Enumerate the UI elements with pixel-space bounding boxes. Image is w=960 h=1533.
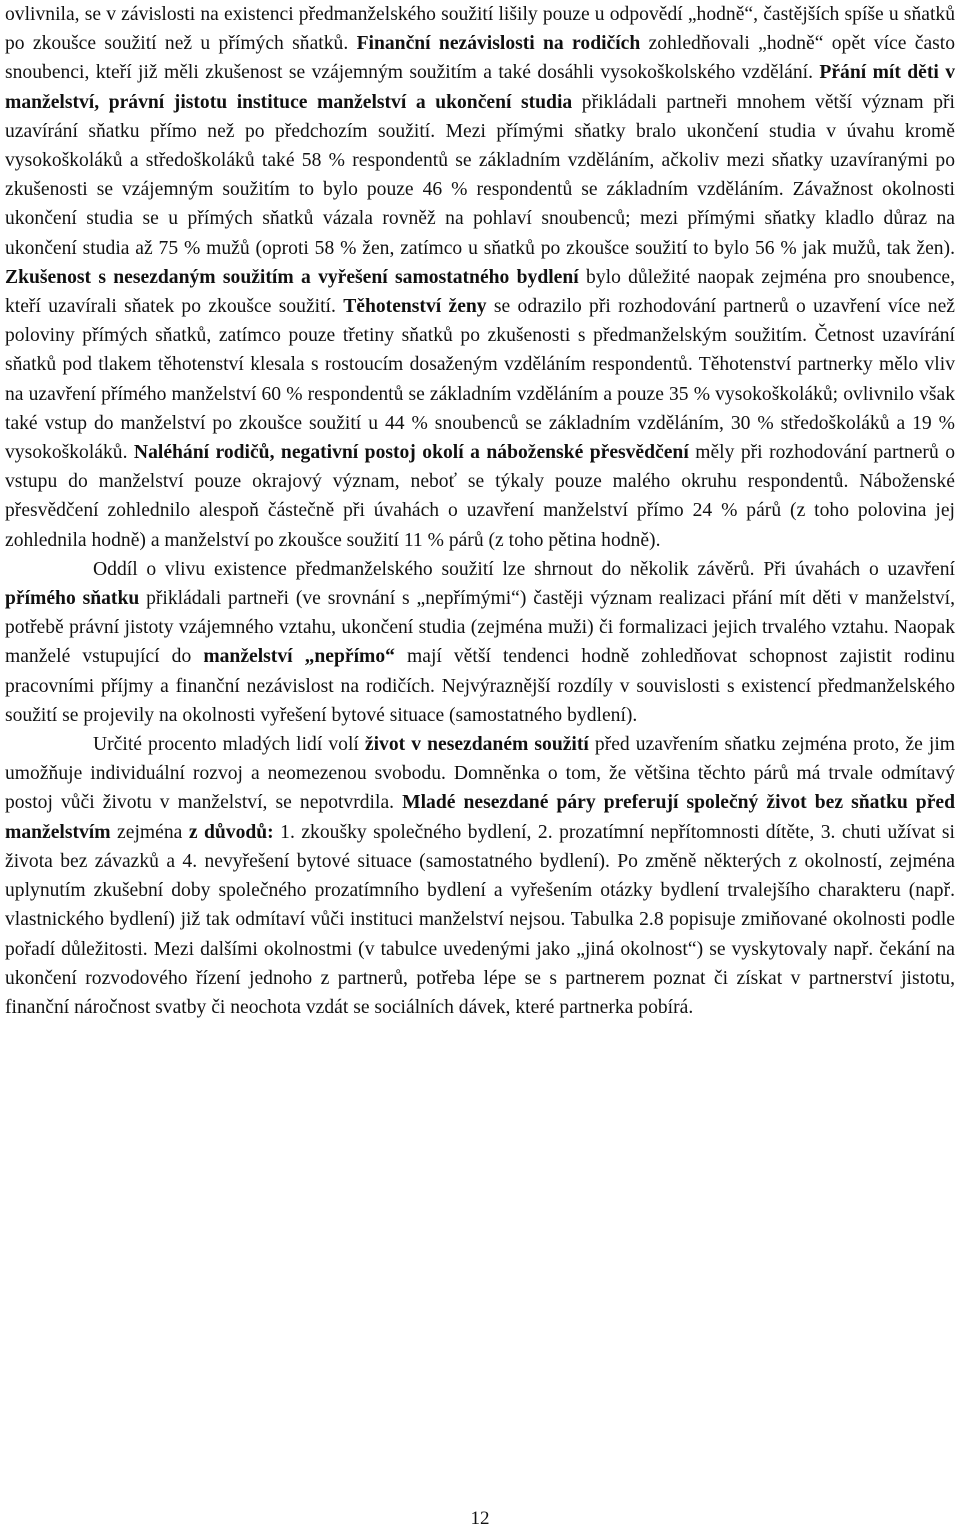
body-text: se odrazilo při rozhodování partnerů o uzavření více než poloviny přímých sňatků, zatímco pouze třetiny sňatků po zkušenosti s předmanželským soužitím. Četnost uzavírání sňatků pod tlakem těhotenství klesala s rostoucím dosaženým vzděláním respondentů. Těhotenství partnerky mělo vliv na uzavření přímého manželství 60 % respondentů se základním vzděláním a pouze 35 % vysokoškoláků; ovlivnilo však také vstup do manželství po zkoušce soužití u 44 % snoubenců se základním vzděláním, 30 % středoškoláků a 19 % vysokoškoláků. (5, 296, 955, 464)
emphasized-text: Mladé nesezdané páry preferují společný život bez sňatku před manželstvím (5, 792, 955, 843)
body-text: 1. zkoušky společného bydlení, 2. prozatímní nepřítomnosti dítěte, 3. chuti užívat si života bez závazků a 4. nevyřešení bytové situace (samostatného bydlení). Po změně některých z okolností, zejména uplynutím zkušební doby společného prozatímního bydlení a vyřešením otázky bydlení trvalejšího charakteru (např. vlastnického bydlení) již tak odmítaví vůči instituci manželství nejsou. Tabulka 2.8 popisuje zmiňované okolnosti podle pořadí důležitosti. Mezi dalšími okolnostmi (v tabulce uvedenými jako „jiná okolnost“) se vyskytovaly např. čekání na ukončení rozvodového řízení jednoho z partnerů, potřeba lépe se s partnerem poznat či získat v partnerství jistotu, finanční náročnost svatby či neochota vzdát se sociálních dávek, které partnerka pobírá. (5, 821, 955, 1018)
emphasized-text: Finanční nezávislosti na rodičích (356, 33, 641, 55)
emphasized-text: Zkušenost s nesezdaným soužitím a vyřešení samostatného bydlení (5, 266, 579, 288)
emphasized-text: přímého sňatku (5, 588, 140, 610)
body-text: Určité procento mladých lidí volí (93, 734, 365, 756)
emphasized-text: život v nesezdaném soužití (364, 734, 589, 756)
emphasized-text: Přání mít děti v manželství, právní jistotu instituce manželství a ukončení studia (5, 62, 955, 113)
emphasized-text: z důvodů: (188, 821, 274, 843)
body-text: zejména (110, 821, 189, 843)
emphasized-text: Naléhání rodičů, negativní postoj okolí a náboženské přesvědčení (133, 442, 689, 464)
body-text: bylo důležité naopak zejména pro snoubence, kteří uzavírali sňatek po zkoušce soužití. (5, 266, 955, 318)
body-text: Oddíl o vlivu existence předmanželského soužití lze shrnout do několik závěrů. Při úvahách o uzavření (93, 558, 955, 580)
body-text: ovlivnila, se v závislosti na existenci předmanželského soužití lišily pouze u odpovědí „hodně“, častějších spíše u sňatků po zkoušce soužití než u přímých sňatků. (5, 4, 955, 55)
emphasized-text: manželství „nepřímo“ (203, 646, 395, 668)
emphasized-text: Těhotenství ženy (343, 296, 487, 318)
body-text: mají větší tendenci hodně zohledňovat schopnost zajistit rodinu pracovními příjmy a finanční nezávislost na rodičích. Nejvýraznější rozdíly v souvislosti s existencí předmanželského soužití se projevily na okolnosti vyřešení bytové situace (samostatného bydlení). (5, 646, 955, 726)
paragraph-3 (5, 730, 955, 1022)
document-page (5, 0, 955, 1022)
page-number: 12 (470, 1508, 490, 1529)
body-text: zohledňovali „hodně“ opět více často snoubenci, kteří již měli zkušenost se vzájemným soužitím a také dosáhli vysokoškolského vzdělání. (5, 33, 956, 84)
body-text: přikládali partneři (ve srovnání s „nepřímými“) častěji význam realizaci přání mít děti v manželství, potřebě právní jistoty vzájemného vztahu, ukončení studia (zejména muži) či formalizaci jejich trvalého vztahu. Naopak manželé vstupující do (5, 588, 955, 668)
body-text: přikládali partneři mnohem větší význam při uzavírání sňatku přímo než po předchozím soužití. Mezi přímými sňatky bralo ukončení studia v úvahu kromě vysokoškoláků a středoškoláků také 58 % respondentů se základním vzděláním, ačkoliv mezi sňatky uzavíranými po zkušenosti se vzájemným soužitím to bylo pouze 46 % respondentů se základním vzděláním. Závažnost okolnosti ukončení studia se u přímých sňatků vázala rovněž na pohlaví snoubenců; mezi přímými sňatky kladlo důraz na ukončení studia až 75 % mužů (oproti 58 % žen, zatímco u sňatků po zkoušce soužití to bylo 56 % jak mužů, tak žen). (5, 91, 955, 259)
body-text: měly při rozhodování partnerů o vstupu do manželství pouze okrajový význam, neboť se týkaly pouze malého okruhu respondentů. Náboženské přesvědčení zohlednilo alespoň částečně při úvahách o uzavření manželství přímo 24 % párů (z toho polovina jej zohlednila hodně) a manželství po zkoušce soužití 11 % párů (z toho pětina hodně). (5, 442, 955, 551)
paragraph-2 (5, 555, 955, 730)
body-text: před uzavřením sňatku zejména proto, že jim umožňuje individuální rozvoj a neomezenou svobodu. Domněnka o tom, že většina těchto párů má trvale odmítavý postoj vůči životu v manželství, se nepotvrdila. (5, 734, 955, 814)
paragraph-1 (5, 0, 955, 555)
